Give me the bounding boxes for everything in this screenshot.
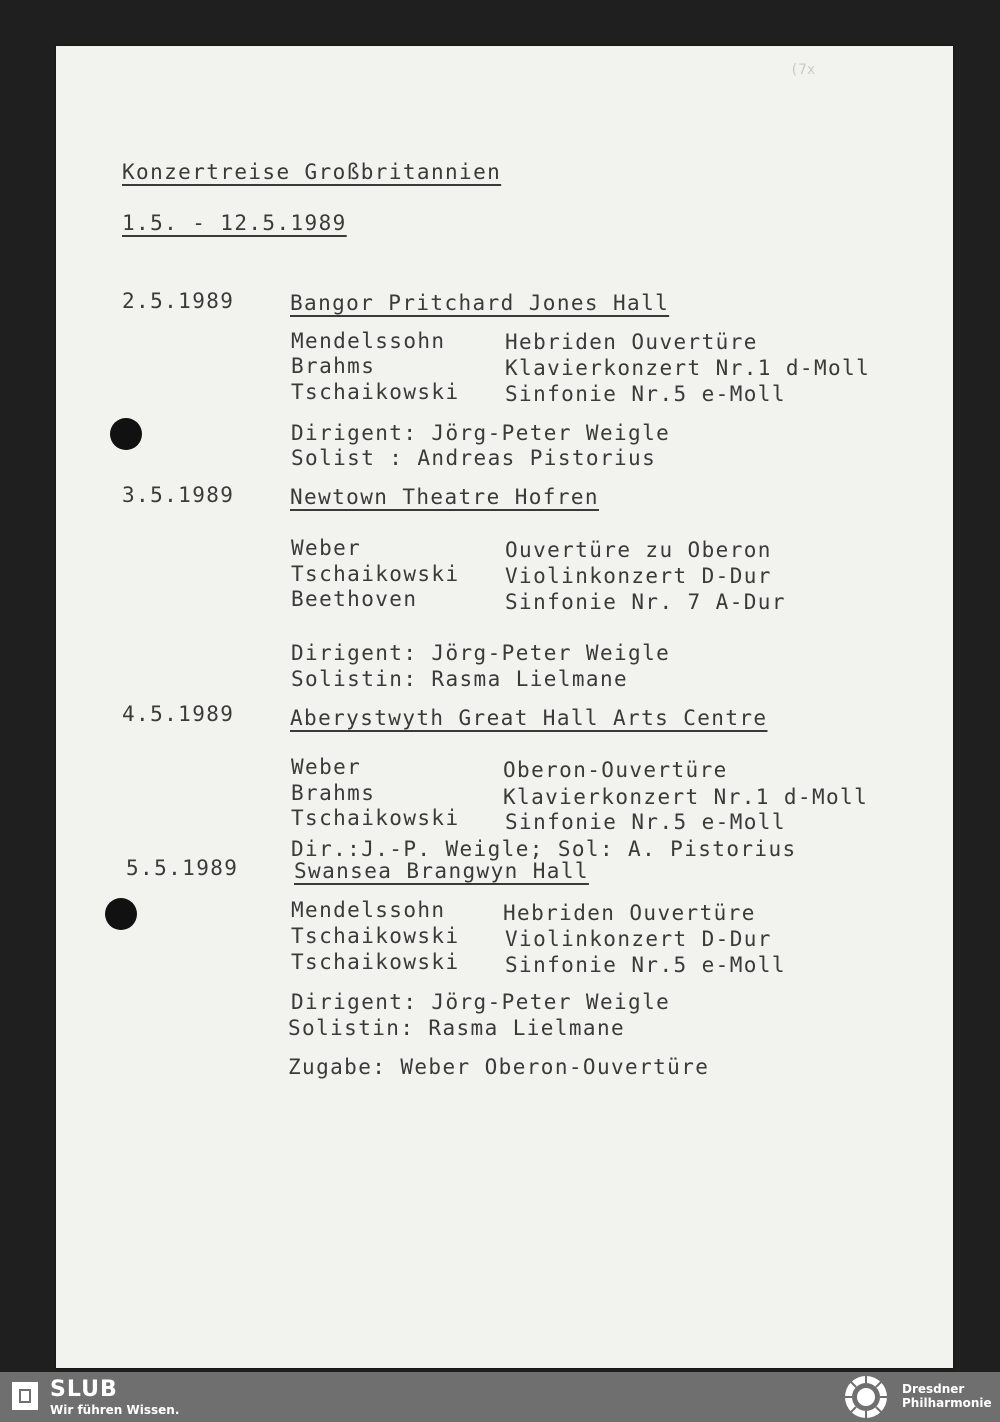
program-work: Ouvertüre zu Oberon (505, 538, 772, 562)
document-title: Konzertreise Großbritannien (122, 160, 502, 184)
program-work: Violinkonzert D-Dur (505, 564, 772, 588)
program-work: Hebriden Ouvertüre (505, 330, 758, 354)
slub-logo-icon (10, 1380, 40, 1412)
concert-date: 2.5.1989 (122, 289, 235, 313)
concert-credit: Solistin: Rasma Lielmane (288, 1016, 626, 1040)
program-composer: Mendelssohn (291, 898, 446, 922)
concert-venue: Aberystwyth Great Hall Arts Centre (290, 706, 768, 730)
tour-period: 1.5. - 12.5.1989 (122, 211, 347, 235)
punch-hole (110, 418, 142, 450)
concert-credit: Dirigent: Jörg-Peter Weigle (291, 421, 671, 445)
program-composer: Mendelssohn (291, 329, 446, 353)
partner-name (902, 1382, 992, 1410)
library-name: SLUB (50, 1377, 118, 1402)
concert-venue: Newtown Theatre Hofren (290, 485, 599, 509)
philharmonie-logo-icon (843, 1374, 889, 1420)
program-work: Violinkonzert D-Dur (505, 927, 772, 951)
partner-name-line1: Dresdner (902, 1382, 965, 1396)
program-work: Klavierkonzert Nr.1 d-Moll (505, 356, 871, 380)
punch-hole (105, 898, 137, 930)
concert-venue: Bangor Pritchard Jones Hall (290, 291, 670, 315)
program-composer: Weber (291, 755, 362, 779)
concert-date: 3.5.1989 (122, 483, 235, 507)
concert-date: 5.5.1989 (126, 856, 239, 880)
program-work: Sinfonie Nr.5 e-Moll (505, 382, 786, 406)
concert-credit: Dirigent: Jörg-Peter Weigle (291, 641, 671, 665)
program-composer: Tschaikowski (291, 380, 460, 404)
pencil-note: (7x (790, 62, 816, 78)
concert-venue: Swansea Brangwyn Hall (294, 859, 589, 883)
program-work: Sinfonie Nr.5 e-Moll (505, 810, 786, 834)
program-composer: Brahms (291, 781, 376, 805)
program-composer: Beethoven (291, 587, 418, 611)
concert-credit: Solist : Andreas Pistorius (291, 446, 657, 470)
concert-credit: Solistin: Rasma Lielmane (291, 667, 629, 691)
program-composer: Tschaikowski (291, 924, 460, 948)
partner-name-line2: Philharmonie (902, 1396, 992, 1410)
program-composer: Brahms (291, 354, 376, 378)
concert-encore: Zugabe: Weber Oberon-Ouvertüre (288, 1055, 710, 1079)
concert-credit: Dirigent: Jörg-Peter Weigle (291, 990, 671, 1014)
program-composer: Tschaikowski (291, 950, 460, 974)
program-work: Sinfonie Nr. 7 A-Dur (505, 590, 786, 614)
library-tagline: Wir führen Wissen. (50, 1403, 180, 1417)
program-work: Klavierkonzert Nr.1 d-Moll (503, 785, 869, 809)
program-work: Sinfonie Nr.5 e-Moll (505, 953, 786, 977)
program-composer: Weber (291, 536, 362, 560)
program-composer: Tschaikowski (291, 562, 460, 586)
program-work: Hebriden Ouvertüre (503, 901, 756, 925)
program-work: Oberon-Ouvertüre (503, 758, 728, 782)
footer-bar (0, 1372, 1000, 1422)
program-composer: Tschaikowski (291, 806, 460, 830)
concert-date: 4.5.1989 (122, 702, 235, 726)
concert-credit: Dir.:J.-P. Weigle; Sol: A. Pistorius (291, 837, 797, 861)
